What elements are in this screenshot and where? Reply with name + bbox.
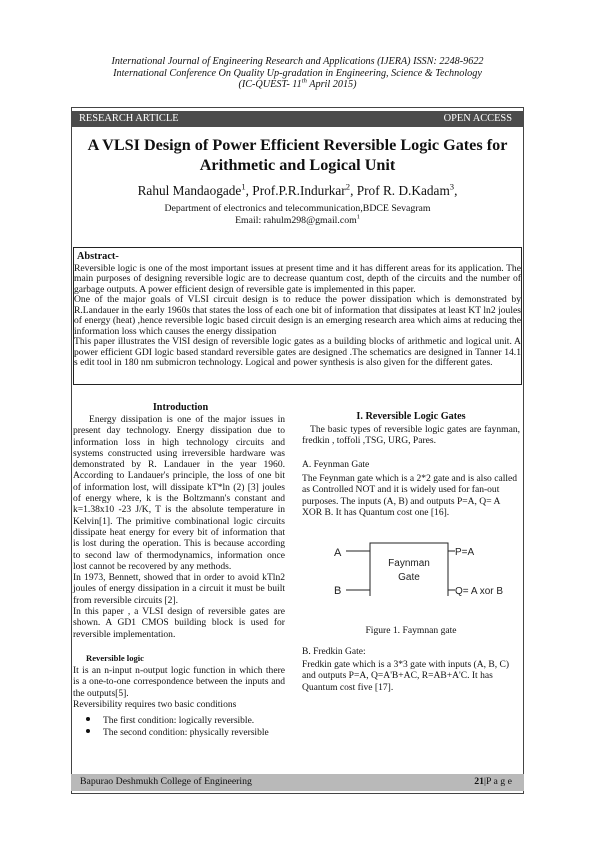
email-affiliation-mark: 1 <box>356 213 360 221</box>
gate-label-line-1: Faynman <box>388 558 430 569</box>
feynman-gate-diagram <box>328 536 508 596</box>
author-name: Rahul Mandaogade <box>137 183 242 198</box>
introduction-body <box>73 414 285 640</box>
journal-line-3-pre: (IC-QUEST- 11 <box>238 79 302 90</box>
list-item-text: The second condition: physically reversible <box>103 728 269 738</box>
footer-institution: Bapurao Deshmukh College of Engineering <box>80 776 252 787</box>
list-item <box>86 715 269 727</box>
introduction-heading: Introduction <box>152 402 209 413</box>
author-affiliation-mark: 1 <box>241 181 246 192</box>
page-number: 21 <box>474 776 484 787</box>
reversible-logic-paragraph: Reversibility requires two basic conditions <box>73 698 237 710</box>
abstract-heading: Abstract- <box>77 251 119 262</box>
author-list <box>71 183 524 199</box>
output-p-label: P=A <box>455 547 475 558</box>
abstract-paragraph: Reversible logic is one of the most important issues at present time and it has different areas for its application. The main purposes of designing reversible logic are to decrease quantum cost, depth of the circuits and the number of garbage outputs. A power efficient design of reversible gate is implemented in this paper. <box>74 263 521 295</box>
gate-label-line-2: Gate <box>398 572 420 583</box>
author-affiliation-mark: 2 <box>345 181 351 192</box>
abstract-paragraph: One of the major goals of VLSI circuit design is to reduce the power dissipation which is demonstrated by R.Landauer in the early 1960s that states the loss of each one bit of information that dissipates at least KT ln2 joules of energy (heat) ,hence reversible logic based circuit design is an emerging research area which aims at reducing the information loss which causes the energy dissipation <box>74 294 521 337</box>
author-separator: , <box>245 183 253 198</box>
author-name: Prof.P.R.Indurkar <box>252 183 346 198</box>
introduction-paragraph: In 1973, Bennett, showed that in order to avoid kTln2 joules of energy dissipation in a circuit it must be built from reversible circuits [2]. <box>73 572 285 606</box>
author-name: Prof R. D.Kadam <box>356 183 450 198</box>
article-banner <box>71 111 524 127</box>
research-article-label: RESEARCH ARTICLE <box>79 113 179 124</box>
journal-line-3 <box>0 79 595 91</box>
list-item-text: The first condition: logically reversible. <box>103 716 255 726</box>
affiliation: Department of electronics and telecommunication,BDCE Sevagram <box>164 203 431 214</box>
reversible-logic-body <box>73 665 285 710</box>
input-b-label: B <box>334 585 342 596</box>
input-a-label: A <box>334 547 342 559</box>
footer-page <box>474 776 512 787</box>
reversible-logic-paragraph: It is an n-input n-output logic function in which there is a one-to-one correspondence between the inputs and the outputs[5]. <box>73 665 285 699</box>
reversible-logic-subheading: Reversible logic <box>86 653 144 663</box>
page-suffix: |P a g e <box>484 776 512 787</box>
author-affiliation-mark: 3 <box>449 181 455 192</box>
output-q-label: Q= A xor B <box>455 586 504 596</box>
fredkin-gate-text: Fredkin gate which is a 3*3 gate with inputs (A, B, C) and outputs P=A, Q=A'B+AC, R=AB+A'C. It has Quantum cost five [17]. <box>302 659 510 693</box>
abstract-body <box>74 264 521 369</box>
paper-title-line-2: Arithmetic and Logical Unit <box>199 155 396 174</box>
introduction-paragraph: In this paper , a VLSI design of reversible gates are shown. A GD1 CMOS building block is used for reversible implementation. <box>73 606 285 640</box>
journal-header <box>0 56 595 91</box>
reversible-gates-intro-text: The basic types of reversible logic gates are faynman, fredkin , toffoli ,TSG, URG, Pares. <box>302 424 520 447</box>
abstract-paragraph: This paper illustrates the VlSI design of reversible logic gates as a building blocks of arithmetic and logical unit. A power efficient GDI logic based standard reversible gates are designed .The schematics are designed in Tanner 14.1 s edit tool in 180 nm submicron technology. Logical and power synthesis is also given for the different gates. <box>74 336 521 369</box>
journal-line-3-sup: th <box>301 77 307 85</box>
journal-line-2: International Conference On Quality Up-gradation in Engineering, Science & Technology <box>113 67 482 79</box>
fredkin-gate-heading: B. Fredkin Gate: <box>302 647 366 657</box>
feynman-gate-heading: A. Feynman Gate <box>302 460 370 470</box>
email-text: Email: rahulm298@gmail.com <box>235 215 357 226</box>
journal-line-1: International Journal of Engineering Research and Applications (IJERA) ISSN: 2248-9622 <box>111 56 484 67</box>
reversible-gates-intro <box>302 424 520 447</box>
paper-title <box>71 136 524 175</box>
author-separator: , <box>454 183 458 198</box>
journal-line-3-post: April 2015) <box>306 79 357 90</box>
page-footer <box>71 774 524 791</box>
list-item <box>86 727 269 739</box>
open-access-label: OPEN ACCESS <box>443 113 512 124</box>
author-email <box>71 215 524 226</box>
paper-title-line-1: A VLSI Design of Power Efficient Reversible Logic Gates for <box>87 136 508 154</box>
author-separator: , <box>350 183 357 198</box>
feynman-gate-text: The Feynman gate which is a 2*2 gate and is also called as Controlled NOT and it is widely used for fan-out purposes. The inputs (A, B) and outputs P=A, Q= A XOR B. It has Quantum cost one [16]. <box>302 473 518 518</box>
bullet-icon <box>86 717 90 721</box>
bullet-icon <box>86 729 90 733</box>
figure-caption: Figure 1. Faymnan gate <box>365 625 457 636</box>
introduction-paragraph: Energy dissipation is one of the major issues in present day technology. Energy dissipation due to information loss in high technology circuits and systems constructed using irreversible hardware was demonstrated by R. Landauer in the year 1960. According to Landauer's principle, the loss of one bit of information lost, will dissipate kT*ln (2) [3] joules of energy where, k is the Boltzmann's constant and k=1.38x10 -23 J/K, T is the absolute temperature in Kelvin[1]. The primitive combinational logic circuits dissipate heat energy for every bit of information that is lost during the operation. This is because according to second law of thermodynamics, information once lost cannot be recovered by any methods. <box>73 414 285 572</box>
reversible-gates-heading: I. Reversible Logic Gates <box>356 411 466 422</box>
condition-list <box>86 715 269 739</box>
gate-box <box>370 543 448 596</box>
